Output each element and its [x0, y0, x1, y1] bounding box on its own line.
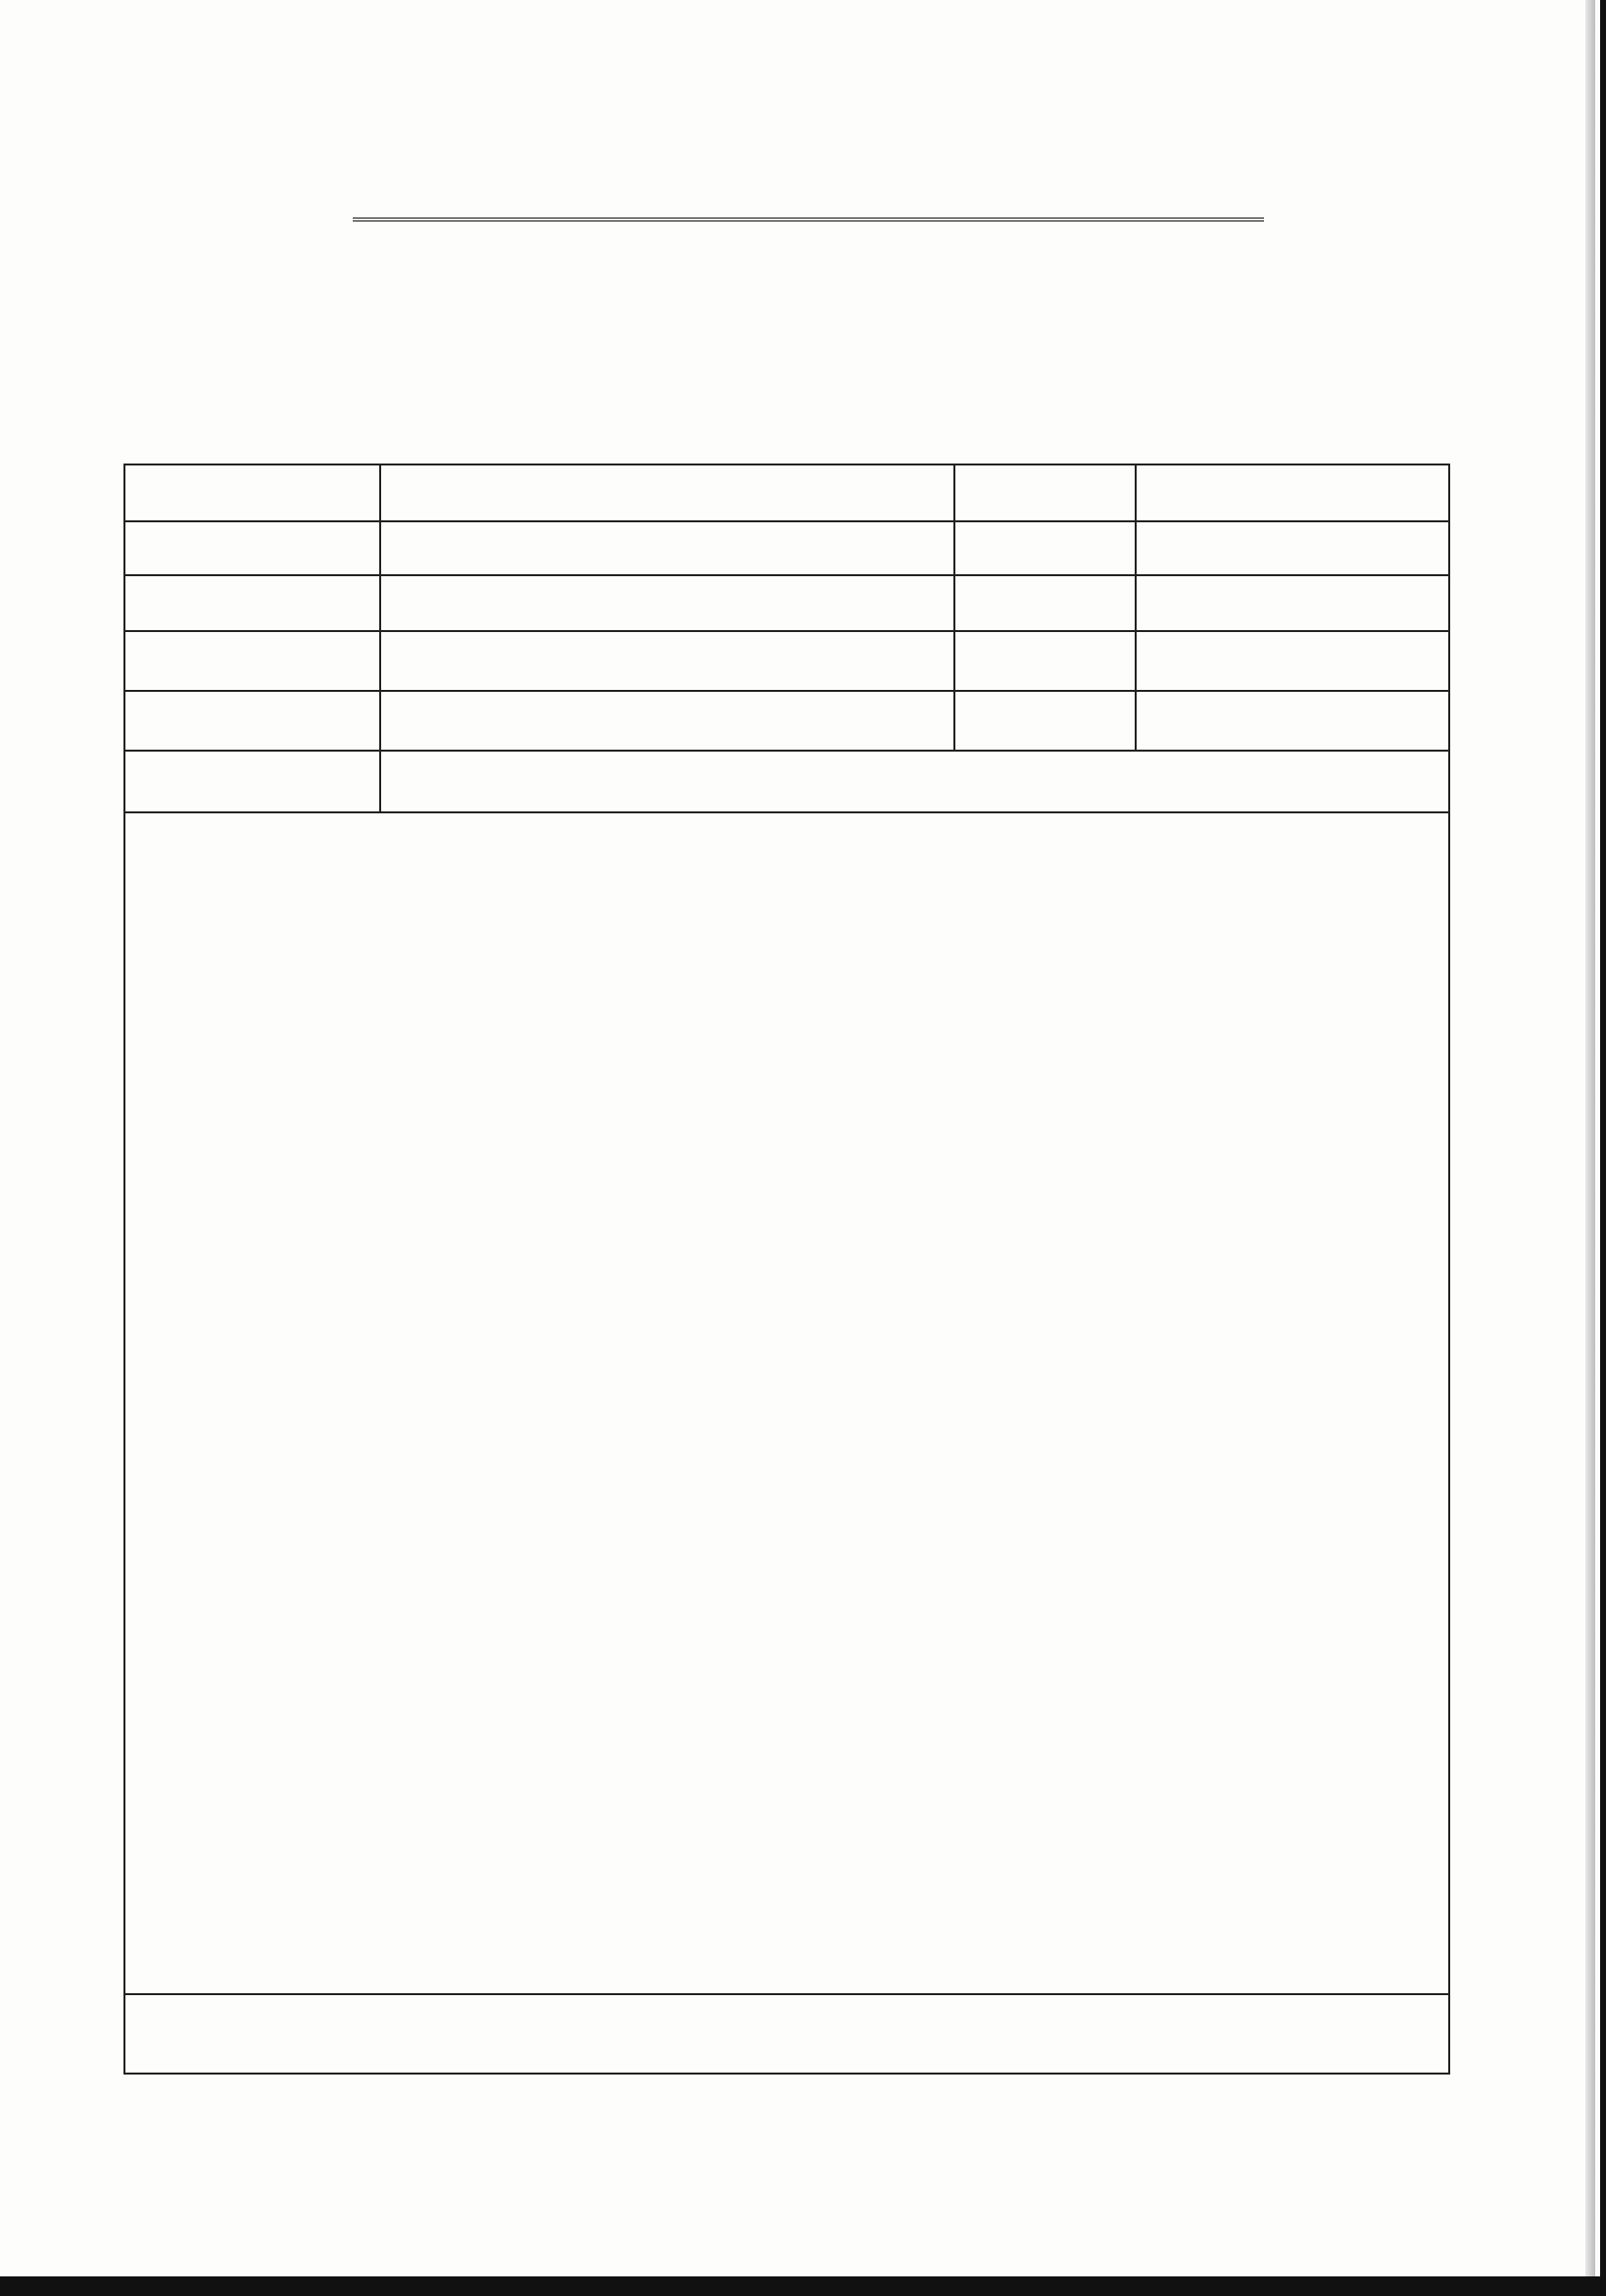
- value-batch-no: [1137, 464, 1448, 520]
- section-character: [125, 887, 379, 936]
- header-standard: [490, 813, 843, 864]
- label-drug-name: [125, 464, 379, 520]
- value-test-basis: [400, 750, 1086, 811]
- label-batch-quantity: [125, 630, 379, 690]
- value-batch-quantity: [381, 630, 953, 690]
- label-expiry: [955, 574, 1135, 630]
- label-code: [955, 630, 1135, 690]
- value-drug-name: [381, 464, 953, 520]
- label-sample-date: [125, 690, 379, 750]
- value-production-date: [1137, 520, 1448, 574]
- section-identification: [125, 964, 379, 1013]
- value-sample-date: [381, 690, 953, 750]
- character-standard-line2: [451, 909, 882, 954]
- label-package: [125, 574, 379, 630]
- label-spec: [125, 520, 379, 574]
- character-judgement: [1264, 887, 1440, 936]
- conclusion-divider: [123, 1993, 1450, 1995]
- header-result: [999, 813, 1235, 864]
- scan-edge-right: [1600, 0, 1606, 2296]
- header-judgement: [1264, 813, 1440, 864]
- value-package: [381, 574, 953, 630]
- company-title: [353, 216, 1264, 221]
- label-test-basis: [125, 750, 379, 811]
- label-batch-no: [955, 464, 1135, 520]
- label-report-date: [955, 690, 1135, 750]
- value-report-date: [1137, 690, 1448, 750]
- header-item: [125, 813, 379, 864]
- value-spec: [381, 520, 953, 574]
- scan-shadow: [1585, 0, 1595, 2296]
- character-result: [999, 887, 1235, 936]
- value-expiry: [1137, 574, 1448, 630]
- scan-edge-bottom: [0, 2276, 1606, 2296]
- value-code: [1137, 630, 1448, 690]
- character-standard-line1: [451, 866, 882, 911]
- label-production-date: [955, 520, 1135, 574]
